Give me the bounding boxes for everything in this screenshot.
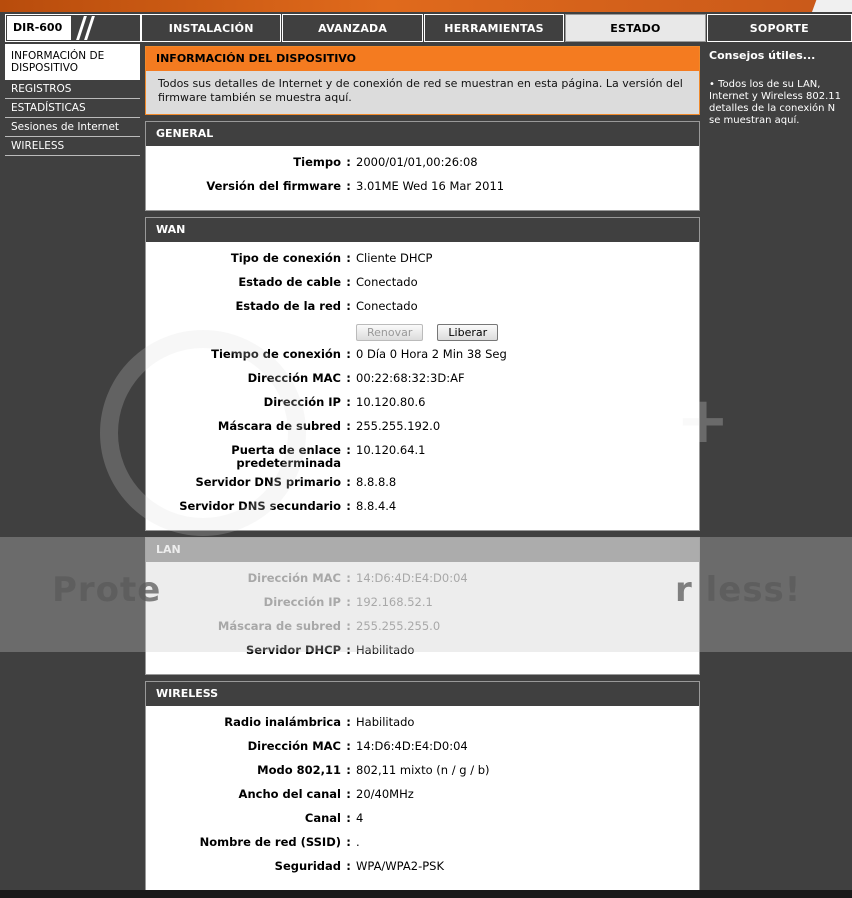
tab-avanzada[interactable]: AVANZADA bbox=[282, 14, 422, 42]
row-label: Tipo de conexión bbox=[230, 251, 341, 265]
info-row: Máscara de subred : 255.255.255.0 bbox=[146, 620, 699, 644]
info-row: Servidor DNS secundario : 8.8.4.4 bbox=[146, 500, 699, 524]
row-value: . bbox=[356, 835, 360, 849]
row-value: Habilitado bbox=[356, 715, 415, 729]
row-label: Seguridad bbox=[274, 859, 341, 873]
row-value: Habilitado bbox=[356, 643, 415, 657]
row-value: WPA/WPA2-PSK bbox=[356, 859, 444, 873]
sidebar bbox=[5, 44, 140, 156]
intro-section bbox=[145, 46, 700, 115]
section-title: LAN bbox=[146, 538, 699, 562]
section-title: WIRELESS bbox=[146, 682, 699, 706]
row-value: 255.255.192.0 bbox=[356, 419, 441, 433]
info-row: Seguridad : WPA/WPA2-PSK bbox=[146, 860, 699, 884]
info-row: Modo 802,11 : 802,11 mixto (n / g / b) bbox=[146, 764, 699, 788]
release-button[interactable]: Liberar bbox=[437, 324, 498, 341]
row-label: Servidor DHCP bbox=[245, 643, 341, 657]
row-label: Servidor DNS primario bbox=[195, 475, 341, 489]
row-label: Máscara de subred bbox=[217, 619, 341, 633]
model-label: DIR-600 bbox=[7, 16, 71, 40]
row-value: 20/40MHz bbox=[356, 787, 414, 801]
row-value: Conectado bbox=[356, 275, 418, 289]
row-value: 8.8.8.8 bbox=[356, 475, 397, 489]
watermark-circle bbox=[100, 330, 306, 536]
info-row: Tiempo de conexión : 0 Día 0 Hora 2 Min 38 Seg bbox=[146, 348, 699, 372]
row-label: Nombre de red (SSID) bbox=[199, 835, 341, 849]
info-row: Radio inalámbrica : Habilitado bbox=[146, 716, 699, 740]
helpful-tips bbox=[705, 44, 846, 127]
info-row: Ancho del canal : 20/40MHz bbox=[146, 788, 699, 812]
info-row: Puerta de enlace predeterminada : 10.120.64.1 bbox=[146, 444, 699, 476]
info-row: Servidor DNS primario : 8.8.8.8 bbox=[146, 476, 699, 500]
row-label: Dirección IP bbox=[263, 595, 341, 609]
row-label: Tiempo bbox=[293, 155, 341, 169]
section-title: GENERAL bbox=[146, 122, 699, 146]
top-accent-bar bbox=[0, 0, 852, 12]
row-value: 14:D6:4D:E4:D0:04 bbox=[356, 571, 468, 585]
section-title: WAN bbox=[146, 218, 699, 242]
info-row: Estado de la red : Conectado bbox=[146, 300, 699, 324]
row-label: Dirección IP bbox=[263, 395, 341, 409]
info-row: Nombre de red (SSID) : . bbox=[146, 836, 699, 860]
tips-title: Consejos útiles... bbox=[709, 49, 816, 62]
top-navigation bbox=[141, 14, 852, 42]
info-row: Servidor DHCP : Habilitado bbox=[146, 644, 699, 668]
row-value: 255.255.255.0 bbox=[356, 619, 441, 633]
row-label: Dirección MAC bbox=[247, 371, 341, 385]
row-label: Dirección MAC bbox=[247, 739, 341, 753]
sidebar-item-logs[interactable]: REGISTROS bbox=[5, 80, 140, 99]
info-row: Dirección IP : 192.168.52.1 bbox=[146, 596, 699, 620]
info-row: Canal : 4 bbox=[146, 812, 699, 836]
renew-button[interactable]: Renovar bbox=[356, 324, 423, 341]
row-value: 14:D6:4D:E4:D0:04 bbox=[356, 739, 468, 753]
sidebar-item-wireless[interactable]: WIRELESS bbox=[5, 137, 140, 156]
watermark-plus-icon: + bbox=[676, 384, 730, 458]
row-value: 192.168.52.1 bbox=[356, 595, 433, 609]
row-value: 2000/01/01,00:26:08 bbox=[356, 155, 478, 169]
model-badge bbox=[5, 14, 141, 42]
row-label: Máscara de subred bbox=[217, 419, 341, 433]
info-row: Estado de cable : Conectado bbox=[146, 276, 699, 300]
row-value: 802,11 mixto (n / g / b) bbox=[356, 763, 490, 777]
row-value: 3.01ME Wed 16 Mar 2011 bbox=[356, 179, 505, 193]
info-row: Dirección MAC : 14:D6:4D:E4:D0:04 bbox=[146, 572, 699, 596]
info-row-firmware: Versión del firmware : 3.01ME Wed 16 Mar 2011 bbox=[146, 180, 699, 204]
row-label: Estado de cable bbox=[238, 275, 341, 289]
tab-estado[interactable]: ESTADO bbox=[565, 14, 705, 42]
row-label: Puerta de enlace predeterminada bbox=[231, 443, 341, 470]
info-row-time: Tiempo : 2000/01/01,00:26:08 bbox=[146, 156, 699, 180]
info-row: Dirección MAC : 00:22:68:32:3D:AF bbox=[146, 372, 699, 396]
bottom-bar bbox=[0, 890, 852, 898]
tips-body: Todos los de su LAN, Internet y Wireless 802.11 detalles de la conexión N se muestran aquí. bbox=[709, 79, 841, 126]
row-label: Modo 802,11 bbox=[257, 763, 341, 777]
page-title: INFORMACIÓN DEL DISPOSITIVO bbox=[146, 47, 699, 71]
tab-instalacion[interactable]: INSTALACIÓN bbox=[141, 14, 281, 42]
sidebar-item-device-info[interactable]: INFORMACIÓN DE DISPOSITIVO bbox=[5, 44, 140, 80]
row-value: 8.8.4.4 bbox=[356, 499, 397, 513]
row-value: 0 Día 0 Hora 2 Min 38 Seg bbox=[356, 347, 507, 361]
info-row: Dirección MAC : 14:D6:4D:E4:D0:04 bbox=[146, 740, 699, 764]
watermark-text-left: Prote bbox=[52, 570, 162, 610]
watermark-text-right: r less! bbox=[675, 570, 802, 610]
info-row: Dirección IP : 10.120.80.6 bbox=[146, 396, 699, 420]
row-label: Servidor DNS secundario bbox=[179, 499, 341, 513]
row-value: 10.120.80.6 bbox=[356, 395, 426, 409]
sidebar-item-statistics[interactable]: ESTADÍSTICAS bbox=[5, 99, 140, 118]
row-value: Cliente DHCP bbox=[356, 251, 433, 265]
tab-soporte[interactable]: SOPORTE bbox=[707, 14, 852, 42]
row-value: Conectado bbox=[356, 299, 418, 313]
sidebar-item-internet-sessions[interactable]: Sesiones de Internet bbox=[5, 118, 140, 137]
row-label: Canal bbox=[304, 811, 341, 825]
row-label: Dirección MAC bbox=[247, 571, 341, 585]
row-value: 00:22:68:32:3D:AF bbox=[356, 371, 465, 385]
intro-text: Todos sus detalles de Internet y de conexión de red se muestran en esta página. La versión del firmware también se muestra aquí. bbox=[146, 71, 699, 114]
wireless-section bbox=[145, 681, 700, 891]
row-value: 10.120.64.1 bbox=[356, 443, 426, 457]
row-label: Versión del firmware bbox=[206, 179, 341, 193]
row-value: 4 bbox=[356, 811, 364, 825]
row-label: Tiempo de conexión bbox=[211, 347, 341, 361]
tab-herramientas[interactable]: HERRAMIENTAS bbox=[424, 14, 564, 42]
info-row: Tipo de conexión : Cliente DHCP bbox=[146, 252, 699, 276]
row-label: Ancho del canal bbox=[238, 787, 341, 801]
row-label: Estado de la red bbox=[235, 299, 341, 313]
general-section bbox=[145, 121, 700, 211]
tips-text: • Todos los de su LAN, Internet y Wireless 802.11 detalles de la conexión N se muestran aquí. bbox=[709, 79, 841, 126]
row-label: Radio inalámbrica bbox=[224, 715, 341, 729]
info-row: Máscara de subred : 255.255.192.0 bbox=[146, 420, 699, 444]
